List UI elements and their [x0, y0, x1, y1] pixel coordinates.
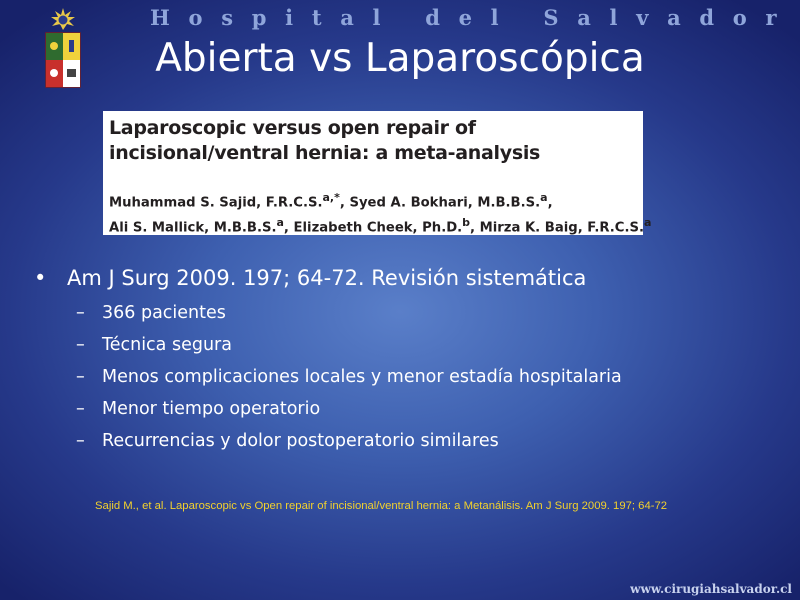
main-bullet-text: Am J Surg 2009. 197; 64-72. Revisión sistemática	[67, 266, 587, 290]
hospital-name: Hospital del Salvador	[150, 5, 796, 30]
list-item: – Recurrencias y dolor postoperatorio similares	[76, 431, 499, 451]
list-item: – 366 pacientes	[76, 303, 226, 323]
website-url: www.cirugiahsalvador.cl	[630, 582, 792, 596]
dash-marker: –	[76, 303, 85, 323]
dash-marker: –	[76, 431, 85, 451]
paper-authors-line-2: Ali S. Mallick, M.B.B.S.$^a$, Elizabeth Cheek, Ph.D.$^b$, Mirza K. Baig, F.R.C.S.$^a$	[109, 216, 652, 236]
dash-marker: –	[76, 367, 85, 387]
paper-authors	[109, 188, 652, 239]
slide-title: Abierta vs Laparoscópica	[155, 36, 645, 81]
dash-marker: –	[76, 399, 85, 419]
bullet-marker: •	[34, 266, 47, 290]
list-item: – Menor tiempo operatorio	[76, 399, 321, 419]
paper-header-image	[103, 111, 652, 236]
citation-text: Sajid M., et al. Laparoscopic vs Open repair of incisional/ventral hernia: a Metanálisis. Am J Surg 2009. 197; 64-72	[95, 500, 668, 512]
list-item: – Menos complicaciones locales y menor estadía hospitalaria	[76, 367, 622, 387]
main-bullet	[34, 266, 586, 290]
paper-authors-line-1: Muhammad S. Sajid, F.R.C.S.$^{a,*}$, Syed A. Bokhari, M.B.B.S.$^a$,	[109, 191, 553, 211]
paper-title: Laparoscopic versus open repair of incisional/ventral hernia: a meta-analysis	[109, 117, 541, 164]
sub-bullet-list	[76, 303, 622, 463]
dash-marker: –	[76, 335, 85, 355]
list-item: – Técnica segura	[76, 335, 232, 355]
